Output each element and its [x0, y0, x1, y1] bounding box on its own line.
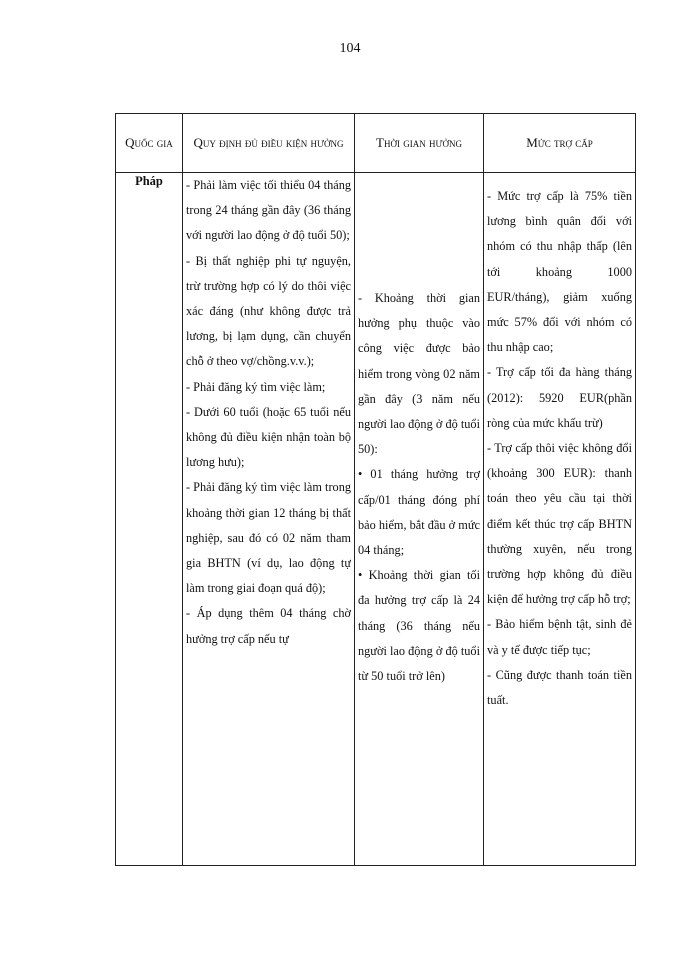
duration-list	[358, 173, 480, 689]
conditions-cell	[183, 173, 355, 866]
list-item: - Cũng được thanh toán tiền tuất.	[487, 667, 632, 708]
header-level: Mức trợ cấp	[484, 114, 636, 173]
list-item: - Phải làm việc tối thiểu 04 tháng trong 24 tháng gần đây (36 tháng với người lao động ở độ tuổi 50);	[186, 178, 351, 243]
page-number: 104	[339, 41, 361, 56]
table-row	[116, 173, 636, 866]
list-item: - Dưới 60 tuổi (hoặc 65 tuổi nếu không đủ điều kiện nhận toàn bộ lương hưu);	[186, 404, 351, 470]
header-conditions: Quy định đủ điều kiện hưởng	[183, 114, 355, 173]
list-item: - Bảo hiểm bệnh tật, sinh đẻ và y tế được tiếp tục;	[487, 617, 632, 657]
list-item: • 01 tháng hưởng trợ cấp/01 tháng đóng phí bảo hiểm, bắt đầu ở mức 04 tháng;	[358, 467, 480, 558]
list-item: - Trợ cấp thôi việc không đổi (khoảng 300 EUR): thanh toán theo yêu cầu tại thời điểm kết thúc trợ cấp BHTN thường xuyên, nếu trong trường hợp không đủ điều kiện để hưởng trợ cấp hỗ trợ;	[487, 441, 632, 607]
list-item: - Bị thất nghiệp phi tự nguyện, trừ trường hợp có lý do thôi việc xác đáng (như không được trả lương, bị lạm dụng, cần chuyển chỗ ở theo vợ/chồng.v.v.);	[186, 253, 351, 369]
list-item: - Trợ cấp tối đa hàng tháng (2012): 5920 EUR(phần ròng của mức khấu trừ)	[487, 365, 632, 430]
list-item: - Phải đăng ký tìm việc làm;	[186, 379, 326, 394]
header-duration: Thời gian hưởng	[355, 114, 484, 173]
country-cell: Pháp	[116, 173, 183, 866]
list-item: - Áp dụng thêm 04 tháng chờ hưởng trợ cấp nếu tự	[186, 606, 351, 646]
list-item: - Phải đăng ký tìm việc làm trong khoảng thời gian 12 tháng bị thất nghiệp, sau đó có 02 năm tham gia BHTN (ví dụ, lao động tự làm trong giai đoạn quá độ);	[186, 480, 351, 596]
list-item: - Mức trợ cấp là 75% tiền lương bình quân đối với nhóm có thu nhập thấp (lên tới khoảng 1000 EUR/tháng), giảm xuống mức 57% đối với nhóm có thu nhập cao;	[487, 189, 632, 355]
header-country: Quốc gia	[116, 114, 183, 173]
level-cell	[484, 173, 636, 866]
table-header-row	[116, 114, 636, 173]
level-list	[487, 173, 632, 713]
list-item: • Khoảng thời gian tối đa hưởng trợ cấp là 24 tháng (36 tháng nếu người lao động ở độ tuổi từ 50 tuổi trở lên)	[358, 568, 480, 684]
unemployment-benefit-table	[115, 113, 636, 866]
conditions-list	[186, 173, 351, 865]
duration-cell	[355, 173, 484, 866]
list-item: - Khoảng thời gian hưởng phụ thuộc vào công việc được bảo hiểm trong vòng 02 năm gần đây (3 năm nếu người lao động ở độ tuổi 50):	[358, 291, 480, 457]
